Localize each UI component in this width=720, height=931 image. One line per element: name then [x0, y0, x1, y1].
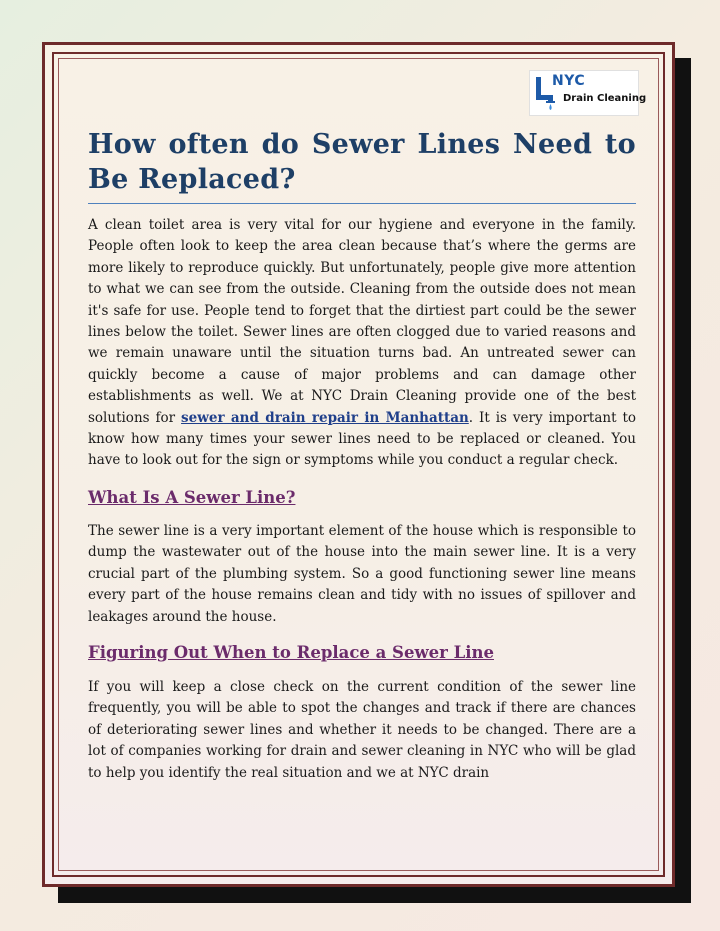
- document-page: [42, 42, 675, 887]
- section-paragraph-sewer-line: The sewer line is a very important element of the house which is responsible to dump the wastewater out of the house into the main sewer line. It is a very crucial part of the plumbing system. So a good functioning sewer line means every part of the house remains clean and tidy with no issues of spillover and leakages around the house.: [88, 522, 636, 625]
- intro-text: A clean toilet area is very vital for our hygiene and everyone in the family. People often look to keep the area clean because that’s where the germs are more likely to reproduce quickly. But unfortunately, people give more attention to what we can see from the outside. Cleaning from the outside does not mean it's safe for use. People tend to forget that the dirtiest part could be the sewer lines below the toilet. Sewer lines are often clogged due to varied reasons and we remain unaware until the situation turns bad. An untreated sewer can quickly become a cause of major problems and can damage other establishments as well. We at NYC Drain Cleaning provide one of the best solutions for: [88, 217, 636, 426]
- manhattan-repair-link[interactable]: sewer and drain repair in Manhattan: [181, 409, 469, 426]
- company-logo: [529, 70, 647, 116]
- title-divider: [88, 203, 636, 204]
- section-heading-sewer-line: What Is A Sewer Line?: [88, 487, 296, 507]
- intro-text-end: . It is very important to know how many times your sewer lines need to be replaced or cleaned. You have to look out for the sign or symptoms while you conduct a regular check.: [88, 409, 637, 469]
- section-paragraph-replace: If you will keep a close check on the current condition of the sewer line frequently, you will be able to spot the changes and track if there are chances of deteriorating sewer lines and whether it needs to be changed. There are a lot of companies working for drain and sewer cleaning in NYC who will be glad to help you identify the real situation and we at NYC drain: [88, 678, 636, 781]
- article-title: How often do Sewer Lines Need to Be Replaced?: [88, 129, 636, 195]
- logo-text-nyc: NYC: [552, 73, 586, 89]
- section-heading-replace: Figuring Out When to Replace a Sewer Line: [88, 642, 494, 662]
- article-content: [88, 127, 636, 784]
- logo-text-drain-cleaning: Drain Cleaning: [563, 93, 647, 104]
- intro-paragraph: [88, 215, 636, 472]
